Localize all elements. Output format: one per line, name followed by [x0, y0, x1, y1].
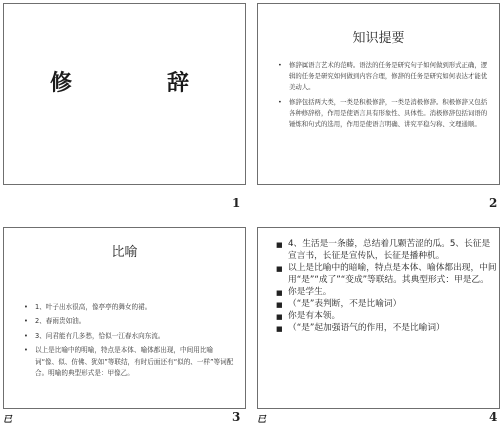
slide-2[interactable]	[257, 3, 500, 185]
slide-1-title-char: 修	[50, 70, 73, 96]
bullet-text: 你是有本领。	[288, 311, 341, 321]
bullet-text: 以上是比喻中的暗喻，特点是本体、喻体都出现，中间用“是”“成了”“变成”等联结。其典型形式：甲是乙。	[288, 263, 497, 285]
list-item	[24, 302, 234, 313]
list-item	[24, 345, 234, 379]
bullet-text: 修辞包括两大类，一类是积极修辞，一类是消极修辞。积极修辞又包括各种修辞格，作用是使语言具有形象性、具体性。消极修辞包括词语的锤炼和句式的选用，作用是使语言明确、讲究平稳匀称、文理通顺。	[289, 97, 488, 129]
slide-title: 比喻	[111, 245, 138, 260]
list-item	[24, 331, 234, 342]
slide-number: 4	[489, 410, 498, 424]
list-item	[278, 60, 490, 94]
bullet-icon: ■	[276, 313, 283, 321]
bullet-icon: ■	[276, 265, 283, 273]
handout-mark-icon: 已	[3, 415, 12, 425]
bullet-icon: •	[24, 331, 28, 340]
list-item	[276, 310, 498, 322]
bullet-icon: •	[24, 346, 28, 355]
bullet-text: 你是学生。	[288, 287, 332, 297]
bullet-list	[24, 302, 234, 382]
bullet-icon: •	[278, 61, 282, 69]
handout-mark-icon: 已	[257, 415, 266, 425]
list-item	[24, 316, 234, 327]
slide-1[interactable]	[3, 3, 246, 185]
slide-3[interactable]	[3, 227, 246, 409]
list-item	[276, 286, 498, 298]
bullet-text: （“是”起加强语气的作用，不是比喻词）	[288, 323, 445, 333]
bullet-text: （“是”表判断，不是比喻词）	[288, 299, 402, 309]
bullet-text: 修辞属语言艺术的范畴。语法的任务是研究句子如何做到形式正确，逻辑的任务是研究如何做到内容合理，修辞的任务是研究如何表达才能优美动人。	[289, 61, 488, 92]
slide-1-title-char: 辞	[167, 70, 190, 96]
bullet-icon: ■	[276, 241, 283, 249]
bullet-text: 2、春雨贵如油。	[35, 317, 86, 326]
bullet-list	[276, 238, 498, 334]
slide-number: 1	[232, 196, 241, 210]
slide-title: 知识提要	[352, 31, 405, 46]
bullet-text: 以上是比喻中的明喻，特点是本体、喻体都出现，中间用比喻词“像、似、仿佛、犹如”等联结，有时后面还有“似的、一样”等词配合。明喻的典型形式是：甲像乙。	[35, 346, 234, 378]
list-item	[276, 262, 498, 286]
bullet-icon: •	[278, 97, 282, 106]
bullet-text: 3、问君能有几多愁，恰似一江春水向东流。	[35, 331, 165, 340]
bullet-icon: ■	[276, 289, 283, 297]
bullet-list	[278, 60, 490, 133]
slide-4[interactable]	[257, 227, 500, 409]
list-item	[278, 97, 490, 131]
list-item	[276, 238, 498, 262]
slide-number: 2	[489, 196, 498, 210]
slide-number: 3	[232, 410, 241, 424]
list-item	[276, 322, 498, 334]
list-item	[276, 298, 498, 310]
bullet-text: 1、叶子出水很高，像亭亭的舞女的裙。	[35, 303, 152, 311]
bullet-text: 4、生活是一条藤，总结着几颗苦涩的瓜。5、长征是宣言书，长征是宣传队，长征是播种机。	[288, 239, 491, 261]
bullet-icon: ■	[276, 325, 283, 333]
bullet-icon: •	[24, 303, 28, 311]
bullet-icon: ■	[276, 301, 283, 309]
bullet-icon: •	[24, 317, 28, 326]
